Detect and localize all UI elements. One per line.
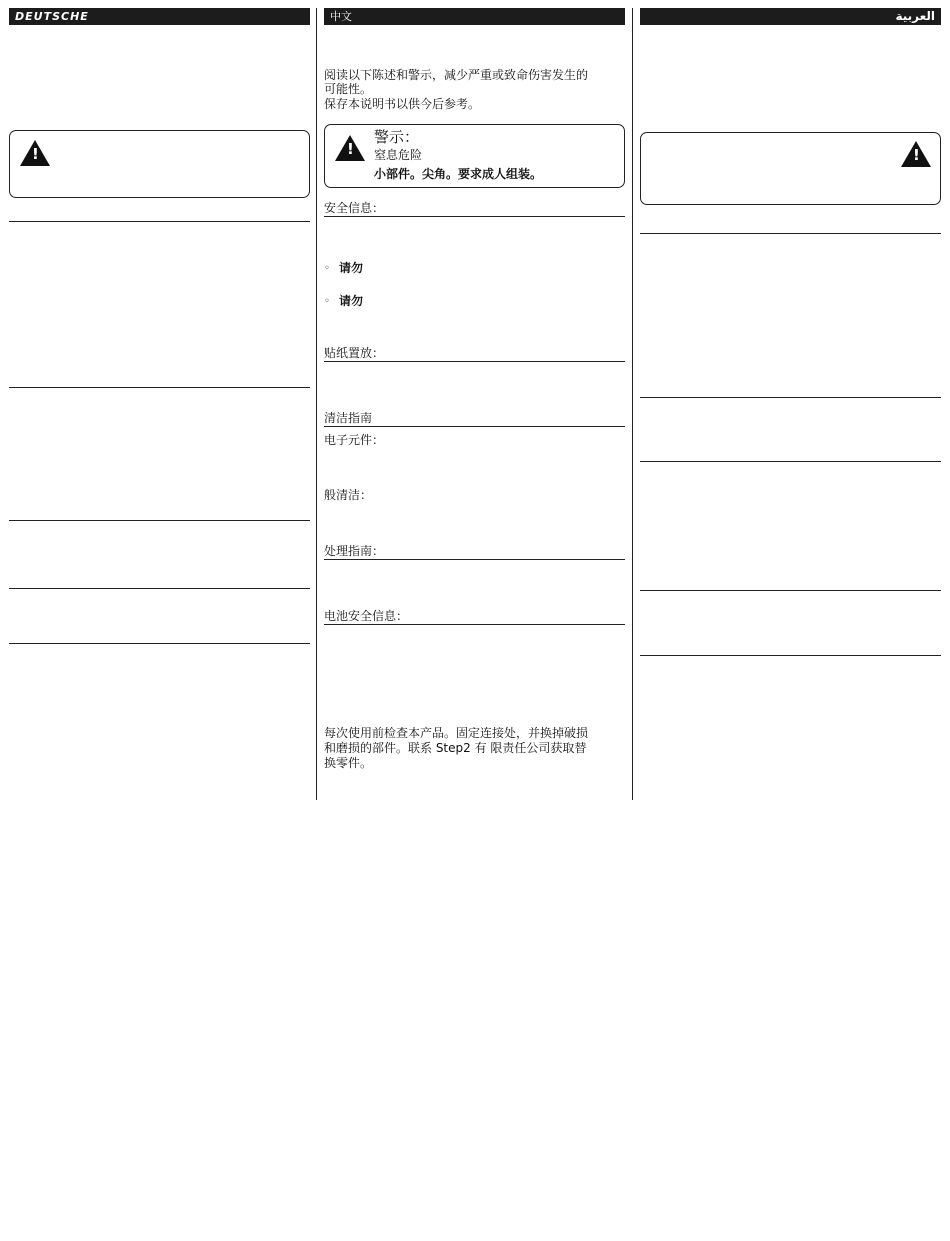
closing-line-2: 和磨损的部件。联系 Step2 有 限责任公司获取替 — [324, 741, 587, 755]
cleaning-heading: 清洁指南 — [324, 411, 373, 425]
cleaning-rule — [324, 426, 625, 427]
german-column — [9, 8, 310, 800]
arabic-warning-box — [640, 132, 941, 205]
electronics-label: 电子元件： — [324, 433, 385, 447]
warning-hazard: 窒息危险 — [374, 148, 423, 162]
german-section-rule-3 — [9, 520, 310, 521]
disposal-rule — [324, 559, 625, 560]
warning-icon — [901, 141, 931, 167]
arabic-section-rule-1 — [640, 233, 941, 234]
german-section-rule-4 — [9, 588, 310, 589]
closing-line-1: 每次使用前检查本产品。固定连接处，并换掉破损 — [324, 726, 589, 740]
column-divider-right — [632, 8, 633, 800]
warning-title: 警示： — [374, 128, 420, 146]
sticker-heading: 贴纸置放： — [324, 346, 385, 360]
arabic-header: العربية — [640, 8, 941, 25]
warning-details: 小部件。尖角。要求成人组装。 — [374, 167, 543, 181]
german-section-rule-5 — [9, 643, 310, 644]
general-cleaning-label: 般清洁： — [324, 488, 373, 502]
intro-line-2: 可能性。 — [324, 82, 373, 96]
bullet-marker-2: ◦ — [324, 296, 330, 307]
safety-info-heading: 安全信息： — [324, 201, 385, 215]
german-section-rule-2 — [9, 387, 310, 388]
arabic-section-rule-5 — [640, 655, 941, 656]
chinese-header: 中文 — [324, 8, 625, 25]
warning-icon — [20, 140, 50, 166]
intro-line-3: 保存本说明书以供今后参考。 — [324, 97, 481, 111]
chinese-column — [324, 8, 625, 800]
arabic-section-rule-3 — [640, 461, 941, 462]
german-warning-box — [9, 130, 310, 198]
closing-line-3: 换零件。 — [324, 756, 373, 770]
intro-line-1: 阅读以下陈述和警示，减少严重或致命伤害发生的 — [324, 68, 589, 82]
column-divider-left — [316, 8, 317, 800]
arabic-column — [640, 8, 941, 800]
bullet-marker-1: ◦ — [324, 263, 330, 274]
sticker-rule — [324, 361, 625, 362]
bullet-item-1: 请勿 — [339, 261, 364, 275]
battery-heading: 电池安全信息： — [324, 609, 409, 623]
german-section-rule-1 — [9, 221, 310, 222]
warning-icon — [335, 135, 365, 161]
disposal-heading: 处理指南： — [324, 544, 385, 558]
bullet-item-2: 请勿 — [339, 294, 364, 308]
safety-info-rule — [324, 216, 625, 217]
battery-rule — [324, 624, 625, 625]
german-header: DEUTSCHE — [9, 8, 310, 25]
arabic-section-rule-2 — [640, 397, 941, 398]
arabic-section-rule-4 — [640, 590, 941, 591]
chinese-warning-box — [324, 124, 625, 188]
